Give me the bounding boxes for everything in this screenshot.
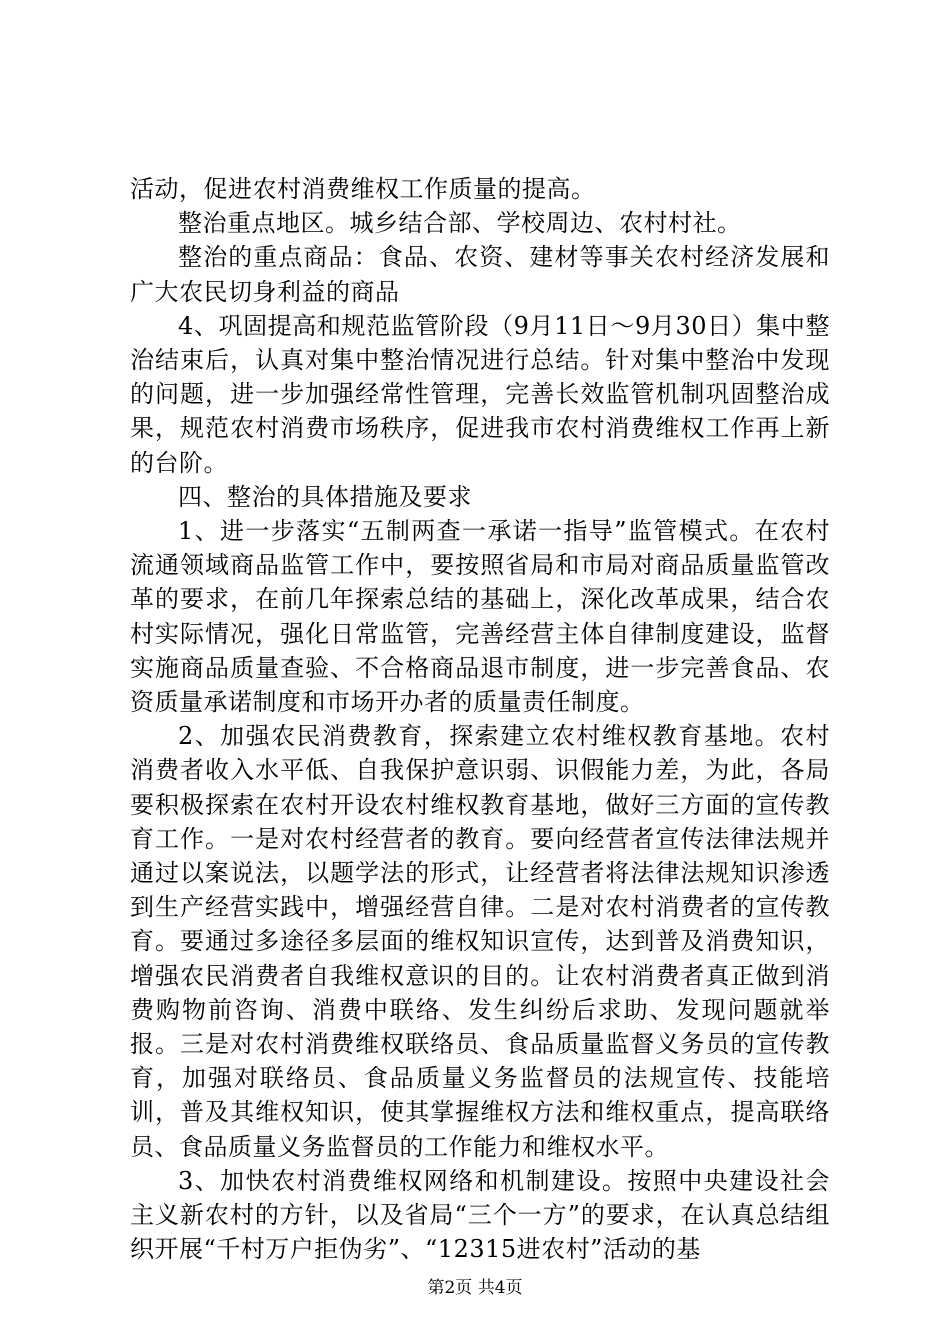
paragraph: 1、进一步落实“五制两查一承诺一指导”监管模式。在农村流通领域商品监管工作中，要按照省局和市局对商品质量监管改革的要求，在前几年探索总结的基础上，深化改革成果，结合农村实际情况，强化日常监管，完善经营主体自律制度建设，监督实施商品质量查验、不合格商品退市制度，进一步完善食品、农资质量承诺制度和市场开办者的质量责任制度。 [130,517,830,717]
paragraph: 活动，促进农村消费维权工作质量的提高。 [130,175,596,203]
section-heading: 四、整治的具体措施及要求 [178,482,472,511]
paragraph: 4、巩固提高和规范监管阶段（9月11日～9月30日）集中整治结束后，认真对集中整治情况进行总结。针对集中整治中发现的问题，进一步加强经常性管理，完善长效监管机制巩固整治成果，规范农村消费市场秩序，促进我市农村消费维权工作再上新的台阶。 [130,311,830,477]
paragraph: 2、加强农民消费教育，探索建立农村维权教育基地。农村消费者收入水平低、自我保护意识弱、识假能力差，为此，各局要积极探索在农村开设农村维权教育基地，做好三方面的宣传教育工作。一是对农村经营者的教育。要向经营者宣传法律法规并通过以案说法，以题学法的形式，让经营者将法律法规知识渗透到生产经营实践中，增强经营自律。二是对农村消费者的宣传教育。要通过多途径多层面的维权知识宣传，达到普及消费知识，增强农民消费者自我维权意识的目的。让农村消费者真正做到消费购物前咨询、消费中联络、发生纠纷后求助、发现问题就举报。三是对农村消费维权联络员、食品质量监督义务员的宣传教育，加强对联络员、食品质量义务监督员的法规宣传、技能培训，普及其维权知识，使其掌握维权方法和维权重点，提高联络员、食品质量义务监督员的工作能力和维权水平。 [130,722,830,1161]
paragraph: 整治的重点商品：食品、农资、建材等事关农村经济发展和广大农民切身利益的商品 [130,243,830,306]
paragraph: 3、加快农村消费维权网络和机制建设。按照中央建设社会主义新农村的方针，以及省局“三个一方”的要求，在认真总结组织开展“千村万户拒伪劣”、“12315进农村”活动的基 [130,1166,830,1264]
page-number-footer: 第2页 共4页 [427,1278,523,1298]
paragraph: 整治重点地区。城乡结合部、学校周边、农村村社。 [178,209,742,238]
document-body [130,172,830,1267]
